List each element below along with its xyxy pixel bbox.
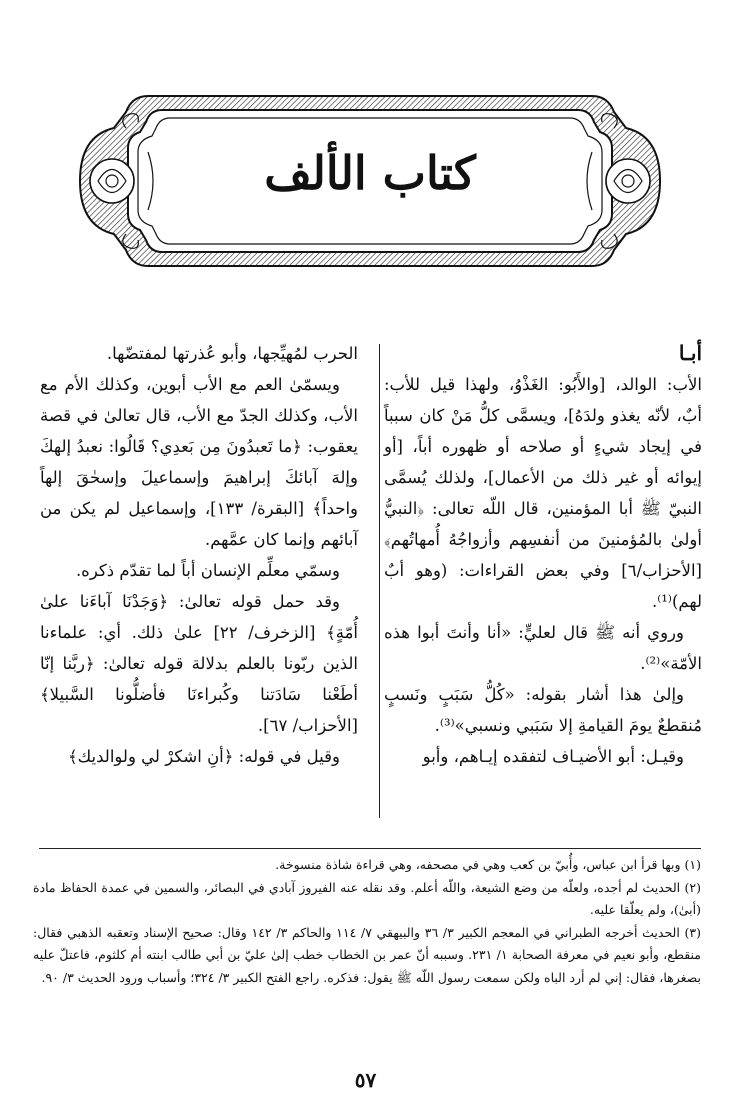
left-paragraph: ويسمّىٰ العم مع الأب أبوين، وكذلك الأم مع الأب، وكذلك الجدّ مع الأب، قال تعالىٰ في قصة يعقوب: ﴿ما تَعبدُونَ مِن بَعدِي؟ قَالُوا: نعبدُ إلهكَ وإلهَ آبائكَ إبراهيمَ وإسماعيلَ وإسحٰقَ إلهاً واحداً﴾ [البقرة/ ١٣٣]، وإسماعيل لم يكن من آبائهم وإنما كان عمَّهم. — [40, 375, 358, 549]
left-paragraph: وسمّي معلِّم الإنسان أباً لما تقدّم ذكره. — [75, 561, 340, 580]
footnotes — [33, 854, 701, 989]
right-paragraph: وروي أنه ﷺ قال لعليٍّ: «أنا وأنتَ أبوا هذه الأمّة»⁽²⁾. — [384, 623, 702, 673]
column-divider — [379, 344, 380, 818]
footnote-3: (٣) الحديث أخرجه الطبراني في المعجم الكبير ٣/ ٣٦ والبيهقي ٧/ ١١٤ والحاكم ٣/ ١٤٢ وقال: صحيح الإسناد وتعقبه الذهبي فقال: منقطع، وأبو نعيم في معرفة الصحابة ١/ ٢٣١. وسببه أنّ عمر بن الخطاب خطب إلىٰ عليّ بن أبي طالب ابنته أم كلثوم، فاعتلّ عليه بصغرها، فقال: إني لم أرد الباه ولكن سمعت رسول اللّه ﷺ يقول: فذكره. راجع الفتح الكبير ٣/ ٣٢٤؛ وأسباب ورود الحديث ٣/ ٩٠. — [33, 924, 702, 985]
right-paragraph: وإلىٰ هذا أشار بقوله: «كُلُّ سَبَبٍ ونَسبٍ مُنقطعٌ يومَ القيامةِ إلا سَبَبي ونسبي»⁽³⁾. — [384, 685, 702, 735]
right-paragraph: الأب: الوالد، [والأَبُو: الغَذْوُ، ولهذا قيل للأب: أبٌ، لأنّه يغذو ولدَهُ]، ويسمَّى كلُّ مَنْ كان سبباً في إيجاد شيءٍ أو صلاحه أو ظهوره أباً، [أو إيوائه أو غير ذلك من الأعمال]، ولذلك يُسمَّى النبيّ ﷺ أبا المؤمنين، قال اللّه تعالى: ﴿النبيُّ أولىٰ بالمُؤمنينَ من أنفسِهم وأزواجُهُ أُمهاتُهم﴾ [الأحزاب/٦] وفي بعض القراءات: (وهو أبٌ لهم)⁽¹⁾. — [384, 375, 702, 611]
chapter-title: كتاب الألف — [264, 146, 476, 200]
left-paragraph: وقيل في قوله: ﴿أنِ اشكرْ لي ولوالديك﴾ — [67, 747, 340, 766]
chapter-header-frame — [78, 92, 662, 270]
entry-headword: أبـا — [678, 341, 702, 365]
footnote-2: (٢) الحديث لم أجده، ولعلّه من وضع الشيعة، واللّه أعلم. وقد نقله عنه الفيروز آبادي في البصائر، والسمين في عمدة الحفاظ مادة (أبىٰ)، ولم يعلّقا عليه. — [33, 879, 701, 917]
left-column — [40, 338, 358, 772]
left-paragraph: الحرب لمُهيِّجها، وأبو عُذرتها لمفتضّها. — [106, 344, 358, 363]
left-paragraph: وقد حمل قوله تعالىٰ: ﴿وَجَدْنَا آباءَنا علىٰ أُمّةٍ﴾ [الزخرف/ ٢٢] علىٰ ذلك. أي: علماءنا الذين ربّونا بالعلم بدلالة قوله تعالىٰ: ﴿ربَّنا إنّا أطَعْنا سَادَتنا وكُبراءنَا فأضلُّونا السَّبيلا﴾ [الأحزاب/ ٦٧]. — [40, 592, 358, 735]
body-columns — [40, 338, 702, 838]
footnote-separator — [39, 848, 701, 849]
footnote-1: (١) وبها قرأ ابن عباس، وأُبيّ بن كعب وهي في مصحفه، وهي قراءة شاذة منسوخة. — [275, 857, 701, 872]
right-paragraph: وقيـل: أبو الأضيـاف لتفقده إيـاهم، وأبو — [422, 747, 684, 766]
page-number: ٥٧ — [354, 1068, 377, 1092]
right-column — [384, 338, 702, 772]
